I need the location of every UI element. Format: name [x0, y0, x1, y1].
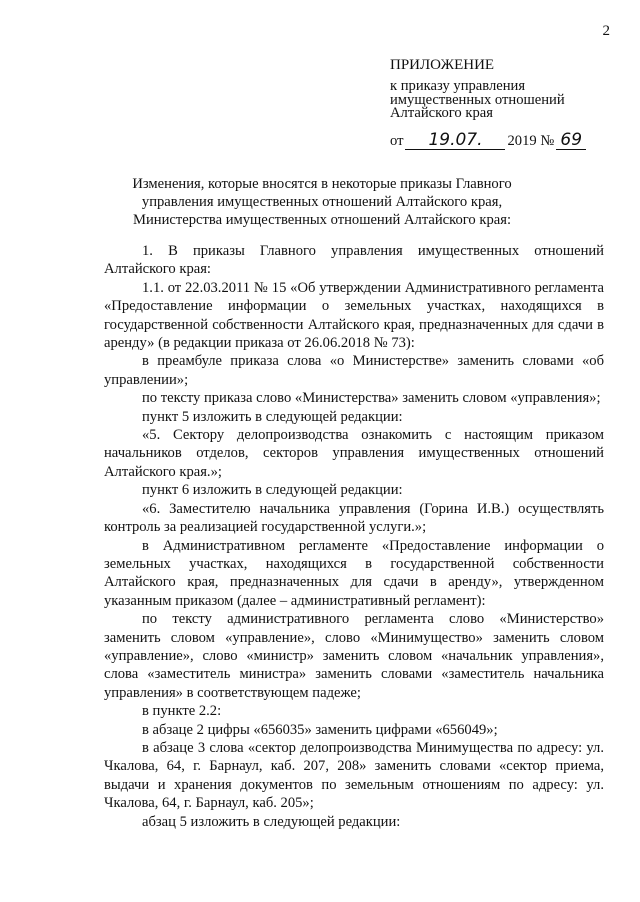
handwritten-date: 19.07. [405, 131, 505, 150]
document-body [104, 240, 604, 831]
handwritten-order-number: 69 [556, 131, 586, 150]
appendix-title: ПРИЛОЖЕНИЕ [390, 57, 495, 73]
document-heading: Изменения, которые вносятся в некоторые приказы Главного управления имущественных отношений Алтайского края, Министерства имущественных отношений Алтайского края: [132, 176, 512, 228]
paragraph: по тексту административного регламента слово «Министерство» заменить словом «управление», слово «Минимущество» заменить словом «управление», слово «министр» заменить словом «начальник управления», слова «заместитель министра» заменить словами «заместитель начальника управления» в соответствующем падеже; [104, 611, 604, 701]
paragraph: по тексту приказа слово «Министерства» заменить словом «управления»; [142, 390, 601, 407]
paragraph: в Административном регламенте «Предоставление информации о земельных участках, находящихся в государственной собственности Алтайского края, предназначенных для сдачи в аренду», утвержденном указанным приказом (далее – административный регламент): [104, 537, 604, 609]
order-year: 2019 № [507, 132, 555, 149]
appendix-date-row [390, 131, 610, 150]
paragraph: в пункте 2.2: [142, 703, 222, 720]
paragraph: 1. В приказы Главного управления имущественных отношений Алтайского края: [104, 243, 604, 278]
appendix-block [390, 56, 610, 150]
paragraph: 1.1. от 22.03.2011 № 15 «Об утверждении Административного регламента «Предоставление информации о земельных участках, находящихся в государственной собственности Алтайского края, предназначенных для сдачи в аренду» (в редакции приказа от 26.06.2018 № 73): [104, 279, 604, 352]
paragraph: в преамбуле приказа слова «о Министерстве» заменить словами «об управлении»; [104, 353, 604, 388]
paragraph: пункт 5 изложить в следующей редакции: [142, 408, 403, 425]
appendix-subtitle-line: к приказу управления [390, 78, 526, 95]
paragraph: в абзаце 3 слова «сектор делопроизводства Минимущества по адресу: ул. Чкалова, 64, г. Барнаул, каб. 207, 208» заменить словами «сектор приема, выдачи и хранения документов по земельным отношениям по адресу: ул. Чкалова, 64, г. Барнаул, каб. 205»; [104, 739, 604, 812]
paragraph: «6. Заместителю начальника управления (Горина И.В.) осуществлять контроль за реализацией государственной услуги.»; [104, 500, 604, 536]
paragraph: пункт 6 изложить в следующей редакции: [142, 482, 403, 499]
paragraph: «5. Сектору делопроизводства ознакомить с настоящим приказом начальников отделов, секторов управления имущественных отношений Алтайского края.»; [104, 427, 604, 480]
date-prefix: от [390, 132, 404, 149]
page-number: 2 [602, 23, 610, 39]
paragraph: в абзаце 2 цифры «656035» заменить цифрами «656049»; [142, 721, 498, 738]
appendix-subtitle-line: имущественных отношений [390, 91, 565, 108]
paragraph: абзац 5 изложить в следующей редакции: [142, 813, 401, 830]
appendix-subtitle-line: Алтайского края [390, 105, 493, 122]
